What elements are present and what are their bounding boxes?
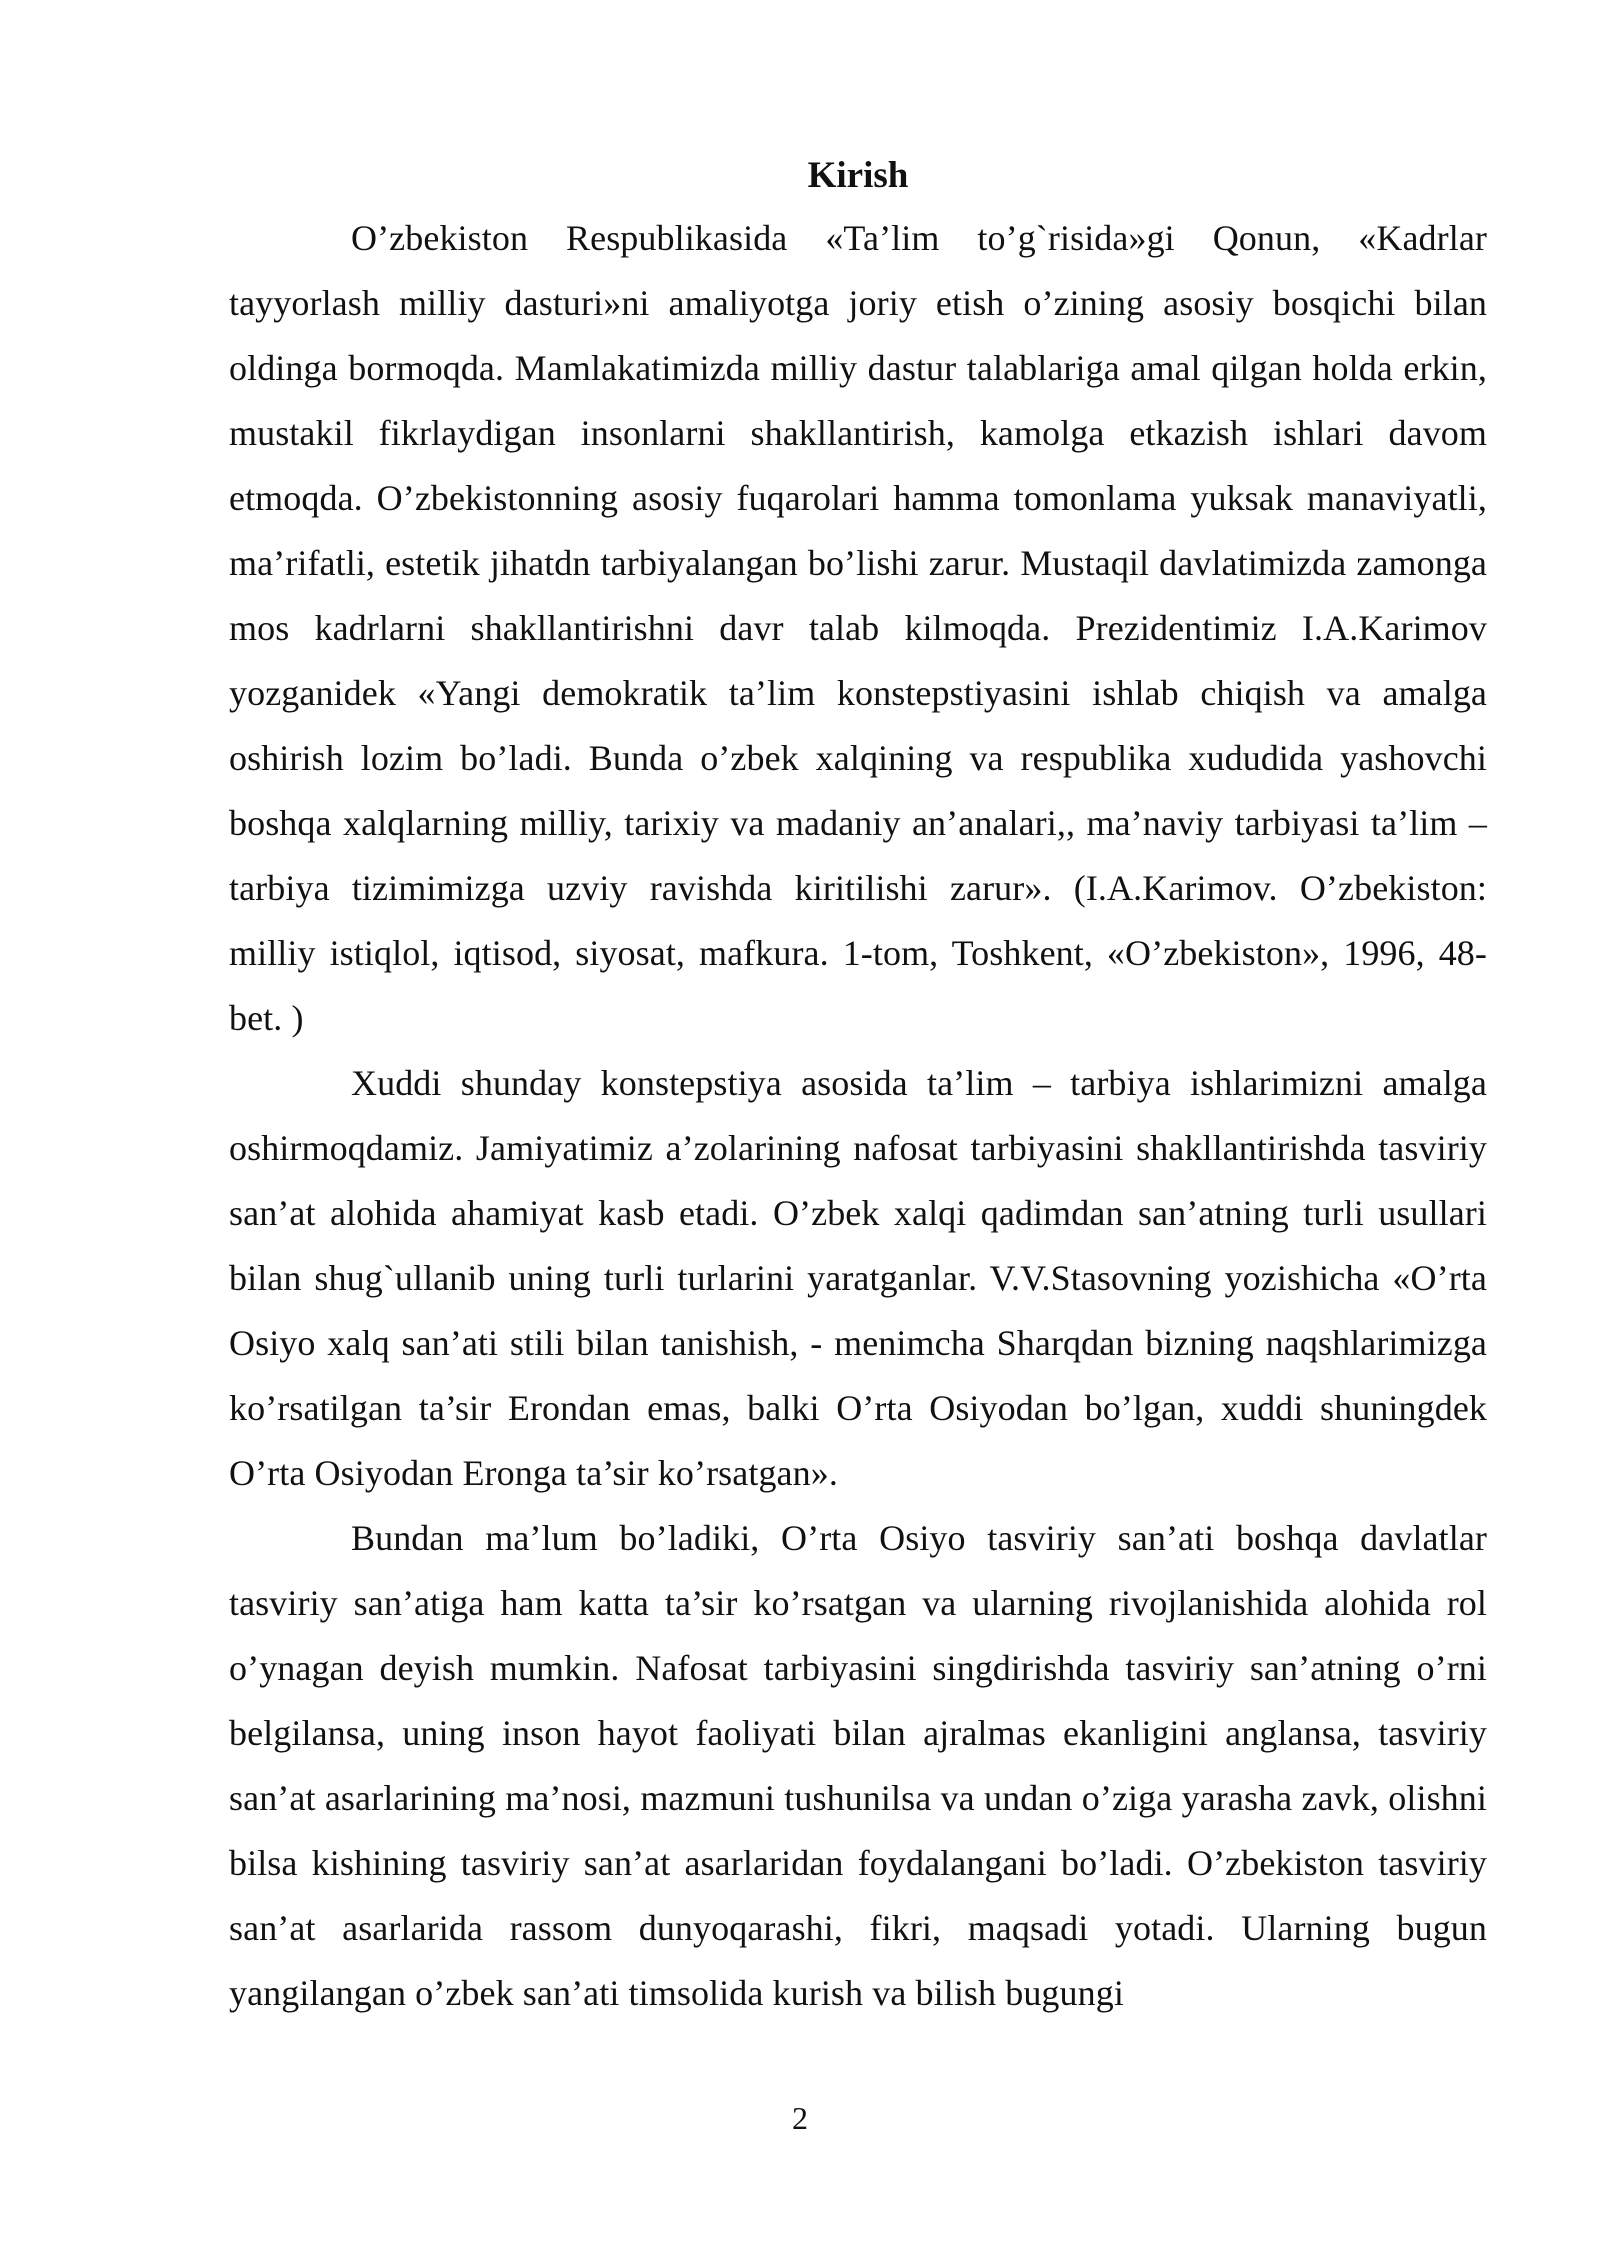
- paragraph-2: Xuddi shunday konstepstiya asosida ta’lim – tarbiya ishlarimizni amalga oshirmoqdamiz. Jamiyatimiz a’zolarining nafosat tarbiyasini shakllantirishda tasviriy san’at alohida ahamiyat kasb etadi. O’zbek xalqi qadimdan san’atning turli usullari bilan shug`ullanib uning turli turlarini yaratganlar. V.V.Stasovning yozishicha «O’rta Osiyo xalq san’ati stili bilan tanishish, - menimcha Sharqdan bizning naqshlarimizga ko’rsatilgan ta’sir Erondan emas, balki O’rta Osiyodan bo’lgan, xuddi shuningdek O’rta Osiyodan Eronga ta’sir ko’rsatgan».: [229, 1063, 1487, 1493]
- paragraph-3: Bundan ma’lum bo’ladiki, O’rta Osiyo tasviriy san’ati boshqa davlatlar tasviriy san’atiga ham katta ta’sir ko’rsatgan va ularning rivojlanishida alohida rol o’ynagan deyish mumkin. Nafosat tarbiyasini singdirishda tasviriy san’atning o’rni belgilansa, uning inson hayot faoliyati bilan ajralmas ekanligini anglansa, tasviriy san’at asarlarining ma’nosi, mazmuni tushunilsa va undan o’ziga yarasha zavk, olishni bilsa kishining tasviriy san’at asarlaridan foydalangani bo’ladi. O’zbekiston tasviriy san’at asarlarida rassom dunyoqarashi, fikri, maqsadi yotadi. Ularning bugun yangilangan o’zbek san’ati timsolida kurish va bilish bugungi: [229, 1518, 1487, 2013]
- section-title: Kirish: [807, 155, 909, 196]
- paragraph-1: O’zbekiston Respublikasida «Ta’lim to’g`risida»gi Qonun, «Kadrlar tayyorlash milliy dasturi»ni amaliyotga joriy etish o’zining asosiy bosqichi bilan oldinga bormoqda. Mamlakatimizda milliy dastur talablariga amal qilgan holda erkin, mustakil fikrlaydigan insonlarni shakllantirish, kamolga etkazish ishlari davom etmoqda. O’zbekistonning asosiy fuqarolari hamma tomonlama yuksak manaviyatli, ma’rifatli, estetik jihatdn tarbiyalangan bo’lishi zarur. Mustaqil davlatimizda zamonga mos kadrlarni shakllantirishni davr talab kilmoqda. Prezidentimiz I.A.Karimov yozganidek «Yangi demokratik ta’lim konstepstiyasini ishlab chiqish va amalga oshirish lozim bo’ladi. Bunda o’zbek xalqining va respublika xududida yashovchi boshqa xalqlarning milliy, tarixiy va madaniy an’analari,, ma’naviy tarbiyasi ta’lim – tarbiya tizimimizga uzviy ravishda kiritilishi zarur». (I.A.Karimov. O’zbekiston: milliy istiqlol, iqtisod, siyosat, mafkura. 1-tom, Toshkent, «O’zbekiston», 1996, 48-bet. ): [229, 218, 1487, 1038]
- page-content: [229, 146, 1487, 2026]
- page-number: 2: [792, 2100, 808, 2136]
